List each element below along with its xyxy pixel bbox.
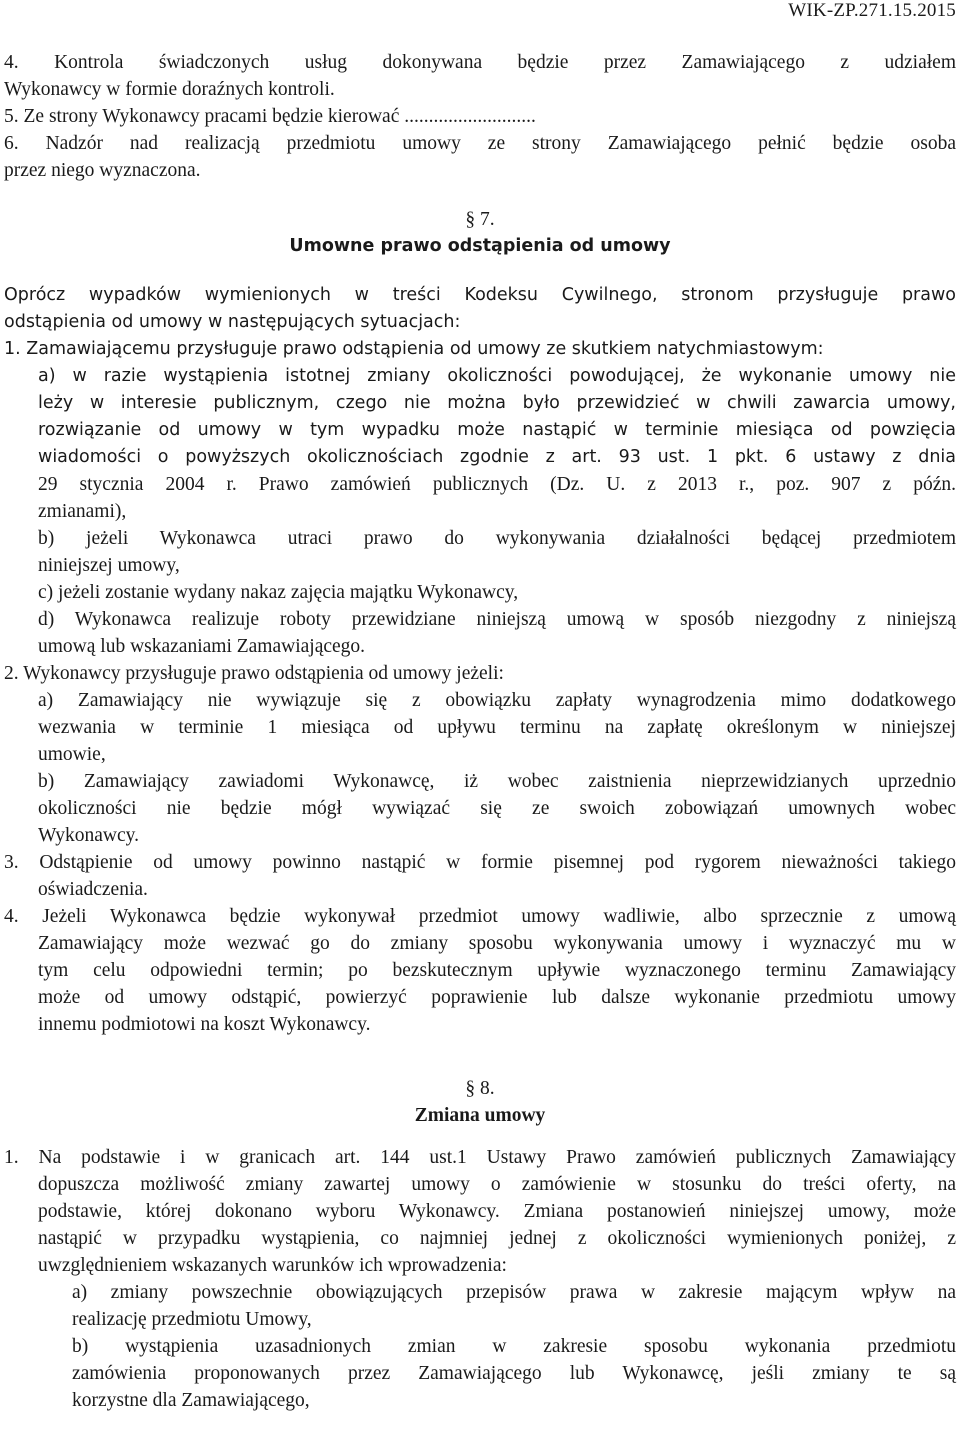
clause-2b: b) Zamawiający zawiadomi Wykonawcę, iż wobec zaistnienia nieprzewidzianych uprzednio <box>38 771 956 792</box>
section-8-title: Zmiana umowy <box>414 1105 546 1126</box>
clause-2: 2. Wykonawcy przysługuje prawo odstąpienia od umowy jeżeli: <box>4 663 504 684</box>
text-line: Zamawiający może wezwać go do zmiany sposobu wykonywania umowy i wyznaczyć mu w <box>38 933 956 954</box>
text-line: oświadczenia. <box>38 879 148 900</box>
text-line: wezwania w terminie 1 miesiąca od upływu terminu na zapłatę określonym w niniejszej <box>38 717 956 738</box>
clause-1c: c) jeżeli zostanie wydany nakaz zajęcia majątku Wykonawcy, <box>38 582 519 603</box>
clause-1a: a) w razie wystąpienia istotnej zmiany okoliczności powodującej, że wykonanie umowy nie <box>38 366 956 386</box>
text-line: podstawie, której dokonano wyboru Wykonawcy. Zmiana postanowień niniejszej umowy, może <box>38 1201 956 1222</box>
section-8-clause-1a: a) zmiany powszechnie obowiązujących przepisów prawa w zakresie mającym wpływ na <box>72 1282 956 1303</box>
text-line: 4. Kontrola świadczonych usług dokonywana będzie przez Zamawiającego z udziałem <box>4 52 956 73</box>
paragraph-4 <box>4 49 956 103</box>
section-7-number: § 7. <box>465 209 495 230</box>
clause-4: 4. Jeżeli Wykonawca będzie wykonywał przedmiot umowy wadliwie, albo sprzecznie z umową <box>4 906 956 927</box>
text-line: innemu podmiotowi na koszt Wykonawcy. <box>38 1014 371 1035</box>
paragraph-6 <box>4 130 956 184</box>
text-line: może od umowy odstąpić, powierzyć poprawienie lub dalsze wykonanie przedmiotu umowy <box>38 987 956 1008</box>
section-8-clause-1b: b) wystąpienia uzasadnionych zmian w zakresie sposobu wykonania przedmiotu <box>72 1336 956 1357</box>
clause-1b: b) jeżeli Wykonawca utraci prawo do wykonywania działalności będącej przedmiotem <box>38 528 956 549</box>
clause-2a: a) Zamawiający nie wywiązuje się z obowiązku zapłaty wynagrodzenia mimo dodatkowego <box>38 690 956 711</box>
text-line: tym celu odpowiedni termin; po bezskutecznym upływie wyznaczonego terminu Zamawiający <box>38 960 956 981</box>
text-line: realizację przedmiotu Umowy, <box>72 1309 312 1330</box>
text-line: 29 stycznia 2004 r. Prawo zamówień publicznych (Dz. U. z 2013 r., poz. 907 z późn. <box>38 474 956 495</box>
text-line: zamówienia proponowanych przez Zamawiającego lub Wykonawcę, jeśli zmiany te są <box>72 1363 956 1384</box>
text-line: korzystne dla Zamawiającego, <box>72 1390 310 1411</box>
section-8-clause-1: 1. Na podstawie i w granicach art. 144 ust.1 Ustawy Prawo zamówień publicznych Zamawiający <box>4 1147 956 1168</box>
text-line: Wykonawcy w formie doraźnych kontroli. <box>4 79 335 100</box>
document-reference: WIK-ZP.271.15.2015 <box>788 0 956 21</box>
section-7-intro-cont: odstąpienia od umowy w następujących sytuacjach: <box>4 312 461 332</box>
text-line: 6. Nadzór nad realizacją przedmiotu umowy ze strony Zamawiającego pełnić będzie osoba <box>4 133 956 154</box>
text-line: umowie, <box>38 744 106 765</box>
text-line: dopuszcza możliwość zmiany zawartej umowy o zamówienie w stosunku do treści oferty, na <box>38 1174 956 1195</box>
clause-1: 1. Zamawiającemu przysługuje prawo odstąpienia od umowy ze skutkiem natychmiastowym: <box>4 339 824 359</box>
text-line: przez niego wyznaczona. <box>4 160 201 181</box>
text-line: wiadomości o powyższych okolicznościach zgodnie z art. 93 ust. 1 pkt. 6 ustawy z dnia <box>38 447 956 467</box>
text-line: okoliczności nie będzie mógł wywiązać się ze swoich zobowiązań umownych wobec <box>38 798 956 819</box>
clause-3: 3. Odstąpienie od umowy powinno nastąpić w formie pisemnej pod rygorem nieważności takiego <box>4 852 956 873</box>
text-line: nastąpić w przypadku wystąpienia, co najmniej jednej z okoliczności wymienionych poniżej, z <box>38 1228 956 1249</box>
document-body <box>4 49 956 1414</box>
section-7-intro: Oprócz wypadków wymienionych w treści Kodeksu Cywilnego, stronom przysługuje prawo <box>4 285 956 305</box>
text-line: niniejszej umowy, <box>38 555 180 576</box>
text-line: umową lub wskazaniami Zamawiającego. <box>38 636 366 657</box>
text-line: zmianami), <box>38 501 127 522</box>
text-line: Wykonawcy. <box>38 825 139 846</box>
text-line: rozwiązanie od umowy w tym wypadku może nastąpić w terminie miesiąca od powzięcia <box>38 420 956 440</box>
paragraph-5: 5. Ze strony Wykonawcy pracami będzie kierować ........................... <box>4 106 536 127</box>
section-7-title: Umowne prawo odstąpienia od umowy <box>289 236 671 256</box>
text-line: uwzględnieniem wskazanych warunków ich wprowadzenia: <box>38 1255 507 1276</box>
section-8-number: § 8. <box>465 1078 495 1099</box>
clause-1d: d) Wykonawca realizuje roboty przewidziane niniejszą umową w sposób niezgodny z niniejszą <box>38 609 956 630</box>
text-line: leży w interesie publicznym, czego nie można było przewidzieć w chwili zawarcia umowy, <box>38 393 956 413</box>
